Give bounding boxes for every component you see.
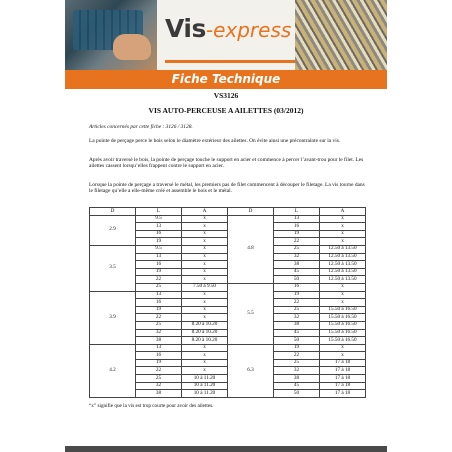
- length-cell-left: 25: [136, 283, 182, 291]
- length-cell-right: 25: [274, 245, 320, 253]
- length-cell-right: 22: [274, 299, 320, 307]
- length-cell-left: 22: [136, 367, 182, 375]
- length-cell-left: 22: [136, 276, 182, 284]
- range-cell-left: x: [182, 261, 228, 269]
- header-d-right: D: [228, 208, 274, 216]
- range-cell-left: x: [182, 359, 228, 367]
- screws-photo: [295, 0, 387, 70]
- length-cell-right: 25: [274, 306, 320, 314]
- range-cell-left: x: [182, 238, 228, 246]
- logo-underline: [165, 50, 295, 63]
- diameter-cell-left: 2.9: [90, 215, 136, 245]
- range-cell-right: x: [320, 299, 366, 307]
- length-cell-right: 19: [274, 344, 320, 352]
- length-cell-right: 13: [274, 215, 320, 223]
- hand: [113, 34, 151, 60]
- length-cell-left: 9.5: [136, 245, 182, 253]
- paragraph-1: La pointe de perçage perce le bois selon le diamètre extérieur des ailettes. On évite ainsi une précontrainte sur la vis.: [89, 138, 341, 144]
- length-cell-left: 19: [136, 238, 182, 246]
- range-cell-right: x: [320, 230, 366, 238]
- header-d-left: D: [90, 208, 136, 216]
- range-cell-right: 15.50 à 16.50: [320, 321, 366, 329]
- table-header-row: [90, 208, 366, 216]
- product-title: VIS AUTO-PERCEUSE A AILETTES (03/2012): [148, 106, 304, 115]
- range-cell-right: 17 à 18: [320, 367, 366, 375]
- length-cell-right: 38: [274, 321, 320, 329]
- range-cell-right: x: [320, 238, 366, 246]
- length-cell-left: 22: [136, 314, 182, 322]
- length-cell-left: 13: [136, 291, 182, 299]
- range-cell-right: x: [320, 215, 366, 223]
- range-cell-right: 17 à 18: [320, 359, 366, 367]
- range-cell-right: 12.50 à 13.50: [320, 261, 366, 269]
- range-cell-right: x: [320, 291, 366, 299]
- length-cell-left: 16: [136, 230, 182, 238]
- range-cell-right: 15.50 à 16.50: [320, 306, 366, 314]
- length-cell-left: 13: [136, 344, 182, 352]
- header-l-left: L: [136, 208, 182, 216]
- range-cell-left: 10 à 11.20: [182, 390, 228, 398]
- length-cell-left: 38: [136, 337, 182, 345]
- length-cell-right: 32: [274, 253, 320, 261]
- range-cell-left: 8.20 à 10.20: [182, 337, 228, 345]
- range-cell-left: 10 à 11.20: [182, 375, 228, 383]
- length-cell-right: 38: [274, 261, 320, 269]
- header-a-right: A: [320, 208, 366, 216]
- length-cell-left: 13: [136, 223, 182, 231]
- length-cell-left: 32: [136, 329, 182, 337]
- length-cell-left: 38: [136, 390, 182, 398]
- diameter-cell-left: 4.2: [90, 344, 136, 397]
- title-band: [65, 70, 387, 89]
- header-banner: [65, 0, 387, 70]
- footnote: “x” signifie que la vis est trop courte pour avoir des ailettes.: [89, 403, 214, 409]
- diameter-cell-right: 4.8: [228, 215, 274, 283]
- length-cell-left: 16: [136, 261, 182, 269]
- footer-bar: [65, 446, 387, 452]
- length-cell-right: 45: [274, 382, 320, 390]
- header-a-left: A: [182, 208, 228, 216]
- range-cell-left: 7.50 à 9.50: [182, 283, 228, 291]
- length-cell-right: 45: [274, 329, 320, 337]
- paragraph-2: Après avoir traversé le bois, la pointe de perçage touche le support en acier et commence à percer l’avant-trou pour le filet. Les ailettes cassent lorsqu’elles frappent contre le support en acier.: [89, 157, 364, 170]
- length-cell-right: 19: [274, 291, 320, 299]
- range-cell-right: x: [320, 223, 366, 231]
- length-cell-right: 38: [274, 375, 320, 383]
- length-cell-right: 50: [274, 337, 320, 345]
- length-cell-left: 25: [136, 375, 182, 383]
- length-cell-right: 32: [274, 367, 320, 375]
- length-cell-left: 32: [136, 382, 182, 390]
- range-cell-left: 8.20 à 10.20: [182, 321, 228, 329]
- length-cell-right: 19: [274, 230, 320, 238]
- length-cell-right: 50: [274, 276, 320, 284]
- range-cell-right: 12.50 à 13.50: [320, 253, 366, 261]
- length-cell-left: 16: [136, 352, 182, 360]
- range-cell-left: x: [182, 215, 228, 223]
- range-cell-left: x: [182, 253, 228, 261]
- range-cell-right: x: [320, 283, 366, 291]
- length-cell-right: 32: [274, 314, 320, 322]
- table-body: [90, 215, 366, 397]
- range-cell-left: x: [182, 276, 228, 284]
- paragraph-3: Lorsque la pointe de perçage a traversé le métal, les premiers pas de filet commencent à découper le filetage. La vis tourne dans le filetage qu’elle a elle-même créé et assemble le bois et le métal.: [89, 182, 365, 195]
- length-cell-left: 19: [136, 306, 182, 314]
- diameter-cell-right: 6.3: [228, 344, 274, 397]
- tool-tray-photo: [65, 0, 157, 70]
- length-cell-left: 19: [136, 359, 182, 367]
- range-cell-left: x: [182, 344, 228, 352]
- logo-main-text: Vis: [165, 14, 206, 43]
- diameter-cell-left: 3.9: [90, 291, 136, 344]
- range-cell-right: 17 à 18: [320, 375, 366, 383]
- diameter-cell-right: 5.5: [228, 283, 274, 344]
- range-cell-left: 10 à 11.20: [182, 382, 228, 390]
- range-cell-right: 17 à 18: [320, 390, 366, 398]
- range-cell-left: x: [182, 291, 228, 299]
- length-cell-left: 19: [136, 268, 182, 276]
- range-cell-left: x: [182, 367, 228, 375]
- length-cell-right: 16: [274, 223, 320, 231]
- range-cell-left: x: [182, 299, 228, 307]
- range-cell-right: x: [320, 352, 366, 360]
- length-cell-right: 25: [274, 359, 320, 367]
- length-cell-left: 9.5: [136, 215, 182, 223]
- articles-paragraph: Articles concernés par cette fiche : 3126 / 3128.: [89, 124, 193, 130]
- range-cell-left: x: [182, 223, 228, 231]
- brand-logo: [165, 14, 295, 48]
- table-row: [90, 344, 366, 352]
- banner-title: Fiche Technique: [171, 72, 281, 86]
- range-cell-right: x: [320, 344, 366, 352]
- length-cell-right: 45: [274, 268, 320, 276]
- length-cell-right: 16: [274, 283, 320, 291]
- length-cell-left: 25: [136, 321, 182, 329]
- length-cell-left: 13: [136, 253, 182, 261]
- logo-accent-text: -express: [205, 18, 292, 42]
- range-cell-left: x: [182, 245, 228, 253]
- range-cell-right: 15.50 à 16.50: [320, 329, 366, 337]
- range-cell-left: x: [182, 352, 228, 360]
- range-cell-right: 12.50 à 13.50: [320, 276, 366, 284]
- reference-code: VS3126: [213, 91, 239, 100]
- diameter-cell-left: 3.5: [90, 245, 136, 291]
- range-cell-left: x: [182, 314, 228, 322]
- range-cell-right: 15.50 à 16.50: [320, 314, 366, 322]
- length-cell-right: 50: [274, 390, 320, 398]
- range-cell-left: x: [182, 230, 228, 238]
- range-cell-left: 8.20 à 10.20: [182, 329, 228, 337]
- range-cell-left: x: [182, 306, 228, 314]
- length-cell-right: 22: [274, 352, 320, 360]
- length-cell-left: 16: [136, 299, 182, 307]
- dimensions-table: [89, 207, 366, 398]
- range-cell-right: 12.50 à 13.50: [320, 245, 366, 253]
- range-cell-right: 15.50 à 16.50: [320, 337, 366, 345]
- table-row: [90, 215, 366, 223]
- length-cell-right: 22: [274, 238, 320, 246]
- range-cell-right: 17 à 18: [320, 382, 366, 390]
- range-cell-left: x: [182, 268, 228, 276]
- header-l-right: L: [274, 208, 320, 216]
- range-cell-right: 12.50 à 13.50: [320, 268, 366, 276]
